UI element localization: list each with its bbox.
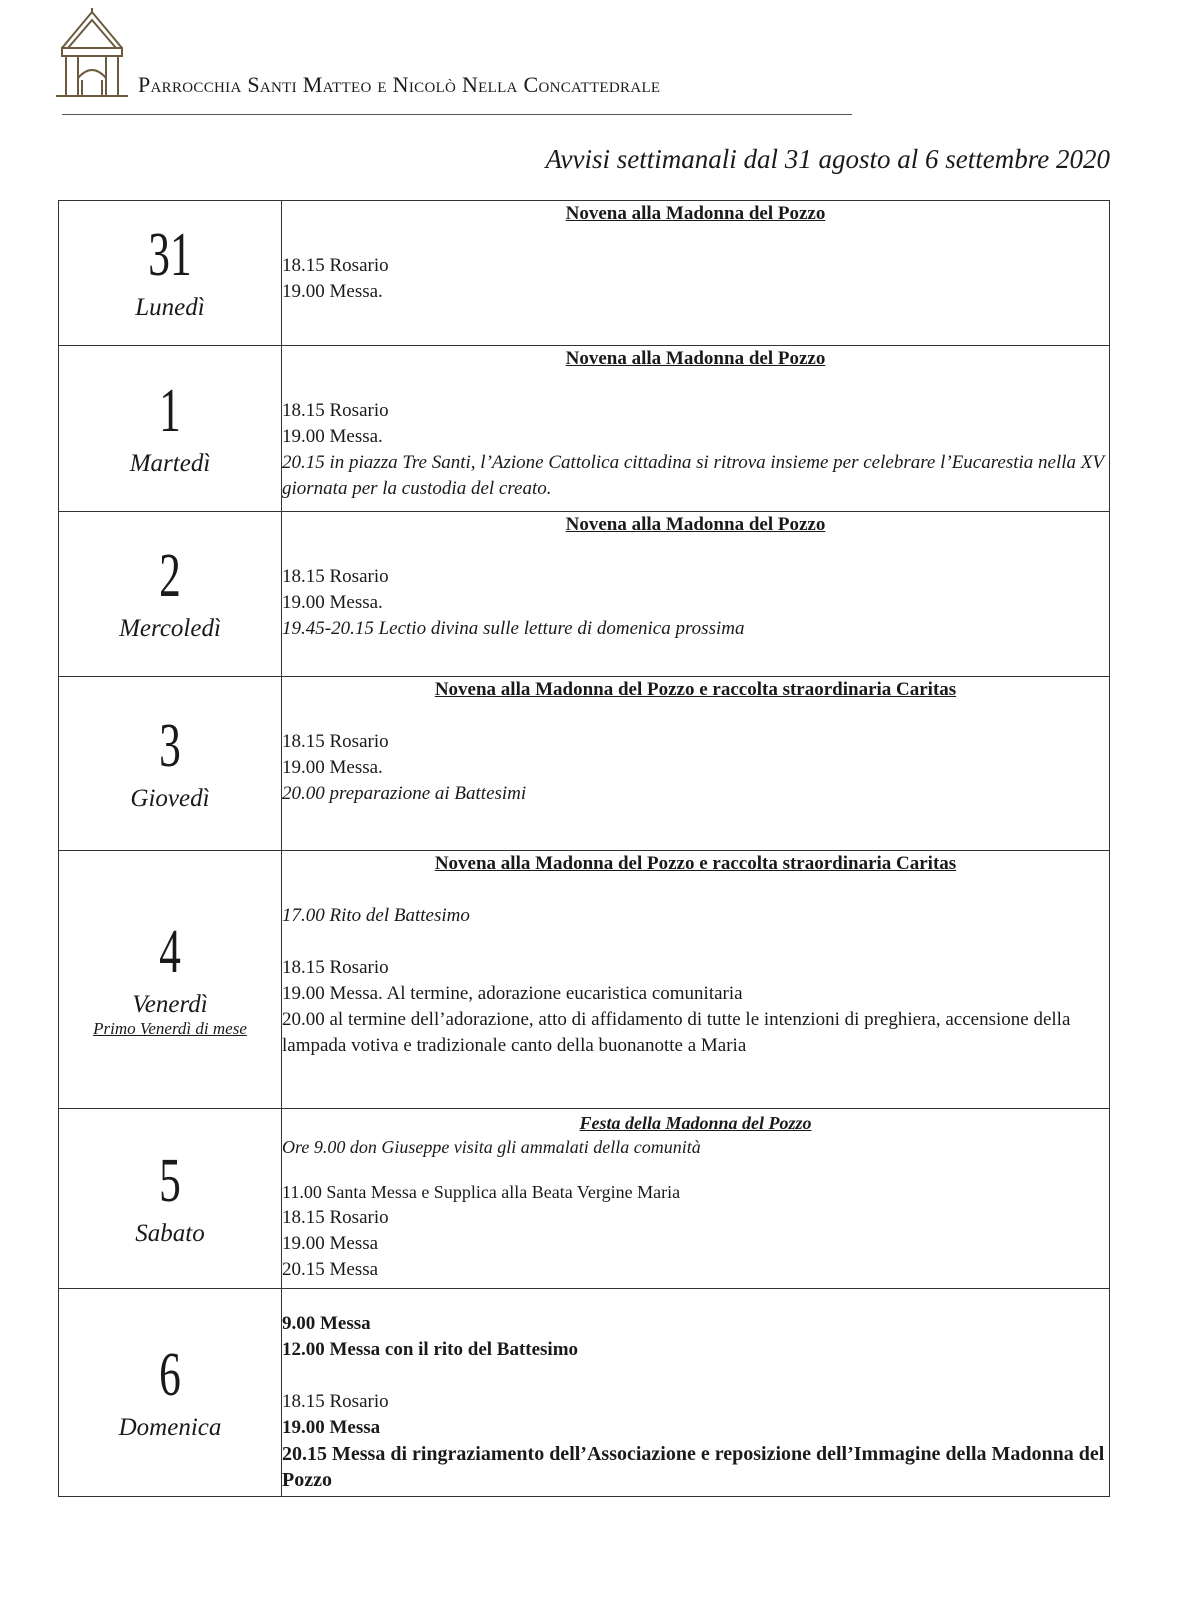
day-content: [282, 201, 1110, 346]
weekly-schedule-table: [58, 200, 1110, 1497]
schedule-line: 18.15 Rosario: [282, 400, 389, 421]
schedule-line: Ore 9.00 don Giuseppe visita gli ammalati della comunità: [282, 1137, 701, 1157]
schedule-line: 18.15 Rosario: [282, 255, 389, 276]
day-content: [282, 346, 1110, 512]
schedule-row: [59, 201, 1110, 346]
day-number: 4: [159, 917, 181, 986]
day-name: Lunedì: [135, 294, 205, 321]
schedule-line: 20.00 al termine dell’adorazione, atto di affidamento di tutte le intenzioni di preghiera, accensione della lampada votiva e tradizionale canto della buonanotte a Maria: [282, 1009, 1071, 1056]
day-cell: [59, 677, 282, 851]
schedule-line: 18.15 Rosario: [282, 957, 389, 978]
schedule-row: [59, 512, 1110, 677]
day-number: 3: [159, 711, 181, 780]
day-cell: [59, 1289, 282, 1497]
day-name: Giovedì: [130, 784, 210, 812]
day-content: [282, 1289, 1110, 1497]
schedule-line: 9.00 Messa: [282, 1313, 371, 1334]
schedule-line: 19.00 Messa: [282, 1233, 379, 1254]
day-cell: [59, 1109, 282, 1289]
day-name: Sabato: [135, 1219, 205, 1247]
day-content: [282, 851, 1110, 1109]
day-name: Venerdì: [132, 990, 208, 1018]
schedule-line: 11.00 Santa Messa e Supplica alla Beata Vergine Maria: [282, 1182, 681, 1202]
schedule-line: 18.15 Rosario: [282, 566, 389, 587]
day-number: 6: [159, 1340, 181, 1409]
schedule-row: [59, 677, 1110, 851]
day-content: [282, 1109, 1110, 1289]
schedule-line: 12.00 Messa con il rito del Battesimo: [282, 1339, 579, 1360]
day-note: Primo Venerdì di mese: [93, 1018, 247, 1038]
day-title: Novena alla Madonna del Pozzo: [565, 203, 826, 224]
schedule-line: 20.15 Messa di ringraziamento dell’Associazione e reposizione dell’Immagine della Madonna del Pozzo: [282, 1443, 1105, 1491]
notice-title: Avvisi settimanali dal 31 agosto al 6 settembre 2020: [545, 144, 1110, 174]
day-cell: [59, 346, 282, 512]
day-cell: [59, 512, 282, 677]
schedule-row: [59, 1289, 1110, 1497]
day-number: 31: [148, 221, 192, 289]
schedule-line: 19.00 Messa. Al termine, adorazione eucaristica comunitaria: [282, 983, 743, 1004]
schedule-row: [59, 346, 1110, 512]
day-content: [282, 512, 1110, 677]
schedule-line: 18.15 Rosario: [282, 1391, 389, 1412]
schedule-line: 19.00 Messa.: [282, 757, 383, 778]
parish-name: Parrocchia Santi Matteo e Nicolò Nella Concattedrale: [138, 72, 661, 97]
schedule-row: [59, 1109, 1110, 1289]
schedule-line: 20.00 preparazione ai Battesimi: [282, 783, 527, 804]
day-name: Domenica: [118, 1413, 222, 1441]
day-title: Festa della Madonna del Pozzo: [579, 1113, 812, 1133]
schedule-line: 18.15 Rosario: [282, 1207, 389, 1228]
header-divider: [62, 114, 852, 115]
day-name: Mercoledì: [119, 615, 221, 642]
schedule-line: 18.15 Rosario: [282, 731, 389, 752]
day-cell: [59, 851, 282, 1109]
schedule-line: 20.15 Messa: [282, 1259, 379, 1280]
schedule-line: 19.00 Messa: [282, 1417, 381, 1438]
schedule-line: 19.45-20.15 Lectio divina sulle letture di domenica prossima: [282, 618, 745, 639]
schedule-line: 19.00 Messa.: [282, 281, 383, 302]
day-name: Martedì: [129, 449, 211, 477]
day-cell: [59, 201, 282, 346]
letterhead: [50, 8, 850, 118]
schedule-line: 17.00 Rito del Battesimo: [282, 905, 470, 926]
day-title: Novena alla Madonna del Pozzo e raccolta straordinaria Caritas: [434, 679, 957, 700]
church-building-icon: [52, 8, 132, 103]
schedule-row: [59, 851, 1110, 1109]
schedule-line: 20.15 in piazza Tre Santi, l’Azione Cattolica cittadina si ritrova insieme per celebrare l’Eucarestia nella XV giornata per la custodia del creato.: [282, 452, 1104, 499]
schedule-line: 19.00 Messa.: [282, 426, 383, 447]
day-number: 1: [159, 376, 181, 445]
schedule-line: 19.00 Messa.: [282, 592, 383, 613]
day-title: Novena alla Madonna del Pozzo: [565, 348, 826, 369]
day-number: 5: [159, 1146, 181, 1215]
day-content: [282, 677, 1110, 851]
day-title: Novena alla Madonna del Pozzo e raccolta straordinaria Caritas: [434, 853, 957, 874]
day-number: 2: [159, 542, 181, 610]
day-title: Novena alla Madonna del Pozzo: [565, 514, 826, 535]
